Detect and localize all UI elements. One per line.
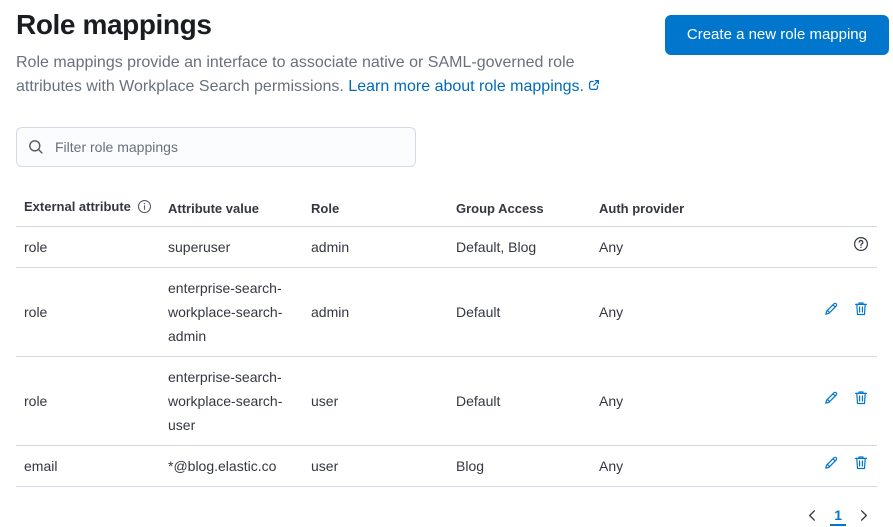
description-text: Role mappings provide an interface to associate native or SAML-governed role attributes with Workplace Search permissions. [16, 54, 575, 95]
filter-role-mappings-input[interactable] [16, 127, 416, 167]
column-label: External attribute [24, 199, 131, 214]
page-header [0, 0, 893, 100]
page-description [16, 51, 616, 100]
external-link-icon [587, 76, 601, 100]
pencil-icon[interactable] [823, 455, 839, 471]
cell-group-access: Default [448, 268, 591, 357]
column-actions [787, 193, 877, 227]
cell-actions [787, 357, 877, 446]
table-row [16, 268, 877, 357]
trash-icon[interactable] [853, 301, 869, 317]
pagination [0, 504, 875, 527]
question-circle-icon[interactable] [853, 236, 869, 252]
trash-icon[interactable] [853, 455, 869, 471]
cell-role: user [303, 446, 448, 487]
cell-external-attribute: role [16, 357, 160, 446]
column-attribute-value: Attribute value [160, 193, 303, 227]
cell-attribute-value: superuser [160, 227, 303, 268]
cell-role: user [303, 357, 448, 446]
column-auth-provider: Auth provider [591, 193, 787, 227]
cell-actions [787, 227, 877, 268]
role-mappings-table [16, 193, 877, 487]
cell-actions [787, 268, 877, 357]
cell-auth-provider: Any [591, 227, 787, 268]
cell-attribute-value: enterprise-search-workplace-search-user [160, 357, 303, 446]
chevron-left-icon[interactable] [801, 504, 824, 527]
cell-group-access: Blog [448, 446, 591, 487]
learn-more-link[interactable] [348, 78, 601, 95]
cell-group-access: Default, Blog [448, 227, 591, 268]
trash-icon[interactable] [853, 390, 869, 406]
column-external-attribute [16, 193, 160, 227]
cell-external-attribute: role [16, 227, 160, 268]
cell-actions [787, 446, 877, 487]
chevron-right-icon[interactable] [852, 504, 875, 527]
cell-auth-provider: Any [591, 446, 787, 487]
cell-auth-provider: Any [591, 268, 787, 357]
table-header-row [16, 193, 877, 227]
filter-bar [16, 127, 416, 167]
page-title: Role mappings [16, 9, 212, 40]
table-row [16, 446, 877, 487]
cell-attribute-value: enterprise-search-workplace-search-admin [160, 268, 303, 357]
pencil-icon[interactable] [823, 390, 839, 406]
info-icon[interactable] [137, 199, 152, 217]
table-row [16, 227, 877, 268]
cell-auth-provider: Any [591, 357, 787, 446]
cell-attribute-value: *@blog.elastic.co [160, 446, 303, 487]
cell-external-attribute: email [16, 446, 160, 487]
cell-group-access: Default [448, 357, 591, 446]
column-role: Role [303, 193, 448, 227]
cell-external-attribute: role [16, 268, 160, 357]
header-text [16, 8, 616, 100]
learn-more-label: Learn more about role mappings. [348, 78, 584, 95]
table-row [16, 357, 877, 446]
cell-role: admin [303, 268, 448, 357]
create-role-mapping-button[interactable]: Create a new role mapping [665, 15, 889, 55]
pencil-icon[interactable] [823, 301, 839, 317]
page-number-1[interactable]: 1 [830, 505, 846, 526]
column-group-access: Group Access [448, 193, 591, 227]
cell-role: admin [303, 227, 448, 268]
